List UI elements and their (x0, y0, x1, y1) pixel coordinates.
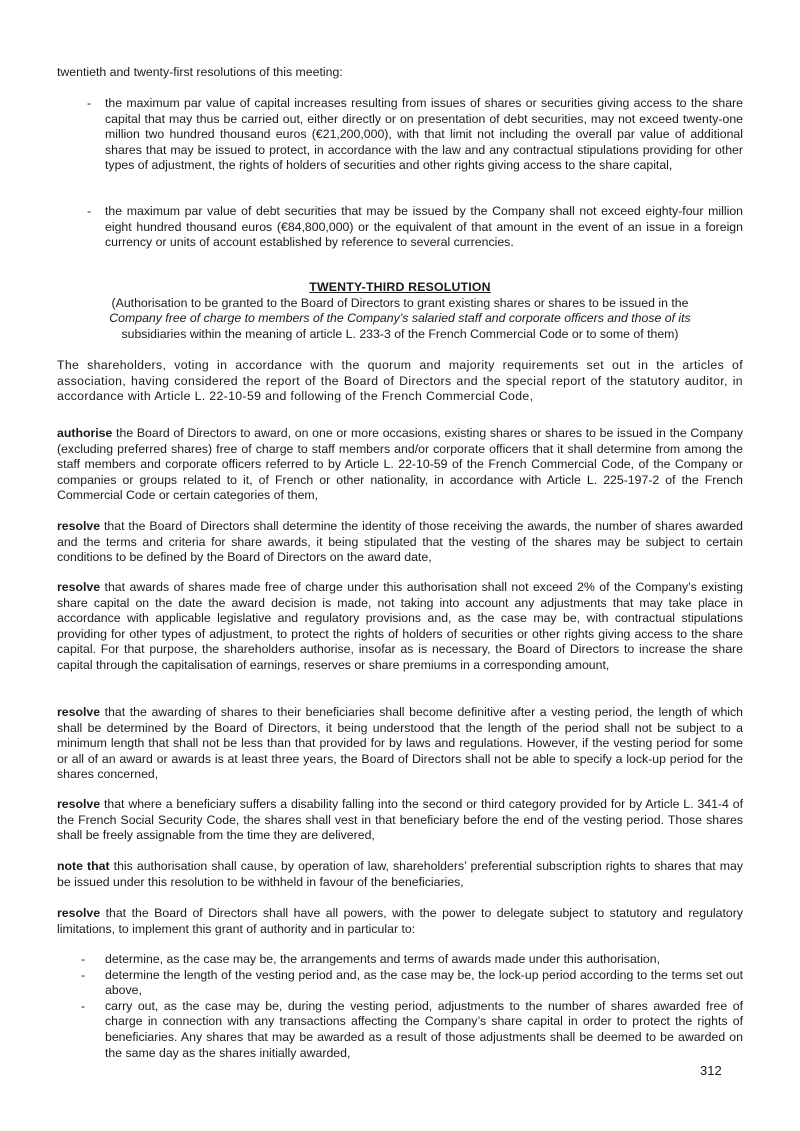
paragraph-text: that the Board of Directors shall have all powers, with the power to delegate subject to statutory and regulatory limitations, to implement this grant of authority and in particular to: (57, 906, 743, 936)
dash-icon: - (81, 967, 86, 982)
resolution-subtitle-line: Company free of charge to members of the Company’s salaried staff and corporate officers and those of its (109, 311, 691, 326)
dash-icon: - (87, 204, 92, 218)
resolution-subtitle-line: subsidiaries within the meaning of article L. 233-3 of the French Commercial Code or to some of them) (121, 326, 679, 341)
resolution-paragraph (57, 519, 743, 566)
list-item-text: determine the length of the vesting period and, as the case may be, the lock-up period according to the terms set out above, (105, 967, 743, 998)
resolution-paragraph (57, 426, 743, 504)
paragraph-text: that the Board of Directors shall determine the identity of those receiving the awards, the number of shares awarded and the terms and criteria for share awards, it being stipulated that the vesting of the shares may be subject to certain conditions to be defined by the Board of Directors on the award date, (57, 519, 743, 565)
list-item (57, 999, 743, 1061)
list-item (57, 952, 743, 968)
dash-icon: - (81, 952, 86, 966)
resolution-paragraph (57, 797, 743, 844)
paragraph-lead: authorise (57, 426, 113, 440)
paragraph-lead: resolve (57, 519, 101, 533)
resolution-paragraph (57, 859, 743, 890)
resolution-heading (57, 280, 743, 342)
preamble-paragraph: The shareholders, voting in accordance with the quorum and majority requirements set out in the articles of association, having considered the report of the Board of Directors and the special report of the statutory auditor, in accordance with Article L. 22-10-59 and following of the French Commercial Code, (57, 358, 743, 404)
resolution-title: TWENTY-THIRD RESOLUTION (309, 280, 491, 294)
page-number: 312 (700, 1063, 722, 1078)
resolution-paragraph (57, 906, 743, 937)
paragraph-lead: resolve (57, 580, 101, 594)
resolution-subtitle-line: (Authorisation to be granted to the Board of Directors to grant existing shares or shares to be issued in the (111, 295, 689, 310)
paragraph-lead: resolve (57, 906, 101, 920)
bullet-item (57, 204, 743, 251)
resolution-paragraph (57, 705, 743, 783)
paragraph-text: the Board of Directors to award, on one or more occasions, existing shares or shares to be issued in the Company (excluding preferred shares) free of charge to staff members and/or corporate officers that it shall determine from among the staff members and corporate officers referred to by Article L. 22-10-59 of the French Commercial Code, of the Company or companies or groups related to it, of French or other nationality, in accordance with Article L. 225-197-2 of the French Commercial Code or certain categories of them, (57, 426, 743, 503)
paragraph-lead: resolve (57, 797, 101, 811)
bullet-item (57, 96, 743, 174)
paragraph-text: that where a beneficiary suffers a disability falling into the second or third category provided for by Article L. 341-4 of the French Social Security Code, the shares shall vest in that beneficiary before the end of the vesting period. Those shares shall be freely assignable from the time they are delivered, (57, 797, 743, 843)
list-item-text: determine, as the case may be, the arrangements and terms of awards made under this authorisation, (105, 952, 661, 966)
bullet-text: the maximum par value of capital increases resulting from issues of shares or securities giving access to the share capital that may thus be carried out, either directly or on presentation of debt securities, may not exceed twenty-one million two hundred thousand euros (€21,200,000), with that limit not including the overall par value of additional shares that may be issued to protect, in accordance with the law and any contractual stipulations providing for other types of adjustment, the rights of holders of securities and other rights giving access to the share capital, (105, 96, 743, 173)
resolution-paragraph (57, 580, 743, 674)
paragraph-text: this authorisation shall cause, by operation of law, shareholders’ preferential subscription rights to shares that may be issued under this resolution to be withheld in favour of the beneficiaries, (57, 859, 743, 889)
powers-list (57, 952, 743, 1061)
paragraph-lead: note that (57, 859, 110, 873)
dash-icon: - (81, 998, 86, 1013)
dash-icon: - (87, 96, 92, 110)
paragraph-lead: resolve (57, 705, 101, 719)
intro-text: twentieth and twenty-first resolutions of this meeting: (57, 65, 343, 79)
list-item-text: carry out, as the case may be, during the vesting period, adjustments to the number of shares awarded free of charge in connection with any transactions affecting the Company’s share capital in order to protect the rights of beneficiaries. Any shares that may be awarded as a result of those adjustments shall be deemed to be awarded on the same day as the shares initially awarded, (105, 998, 743, 1060)
paragraph-text: that awards of shares made free of charge under this authorisation shall not exceed 2% of the Company’s existing share capital on the date the award decision is made, not taking into account any adjustments that may take place in accordance with applicable legislative and regulatory provisions and, as the case may be, with contractual stipulations providing for other types of adjustment, to protect the rights of holders of securities or other rights giving access to the share capital. For that purpose, the shareholders authorise, insofar as is necessary, the Board of Directors to increase the share capital through the capitalisation of earnings, reserves or share premiums in a corresponding amount, (57, 580, 743, 672)
list-item (57, 968, 743, 999)
paragraph-text: that the awarding of shares to their beneficiaries shall become definitive after a vesting period, the length of which shall be determined by the Board of Directors, it being understood that the length of the period shall not be subject to a minimum length that shall not be less than that provided for by laws and regulations. However, if the vesting period for some or all of an award or awards is at least three years, the Board of Directors shall not be able to specify a lock-up period for the shares concerned, (57, 705, 743, 782)
bullet-text: the maximum par value of debt securities that may be issued by the Company shall not exceed eighty-four million eight hundred thousand euros (€84,800,000) or the equivalent of that amount in the event of an issue in a foreign currency or units of account established by reference to several currencies. (105, 204, 743, 250)
